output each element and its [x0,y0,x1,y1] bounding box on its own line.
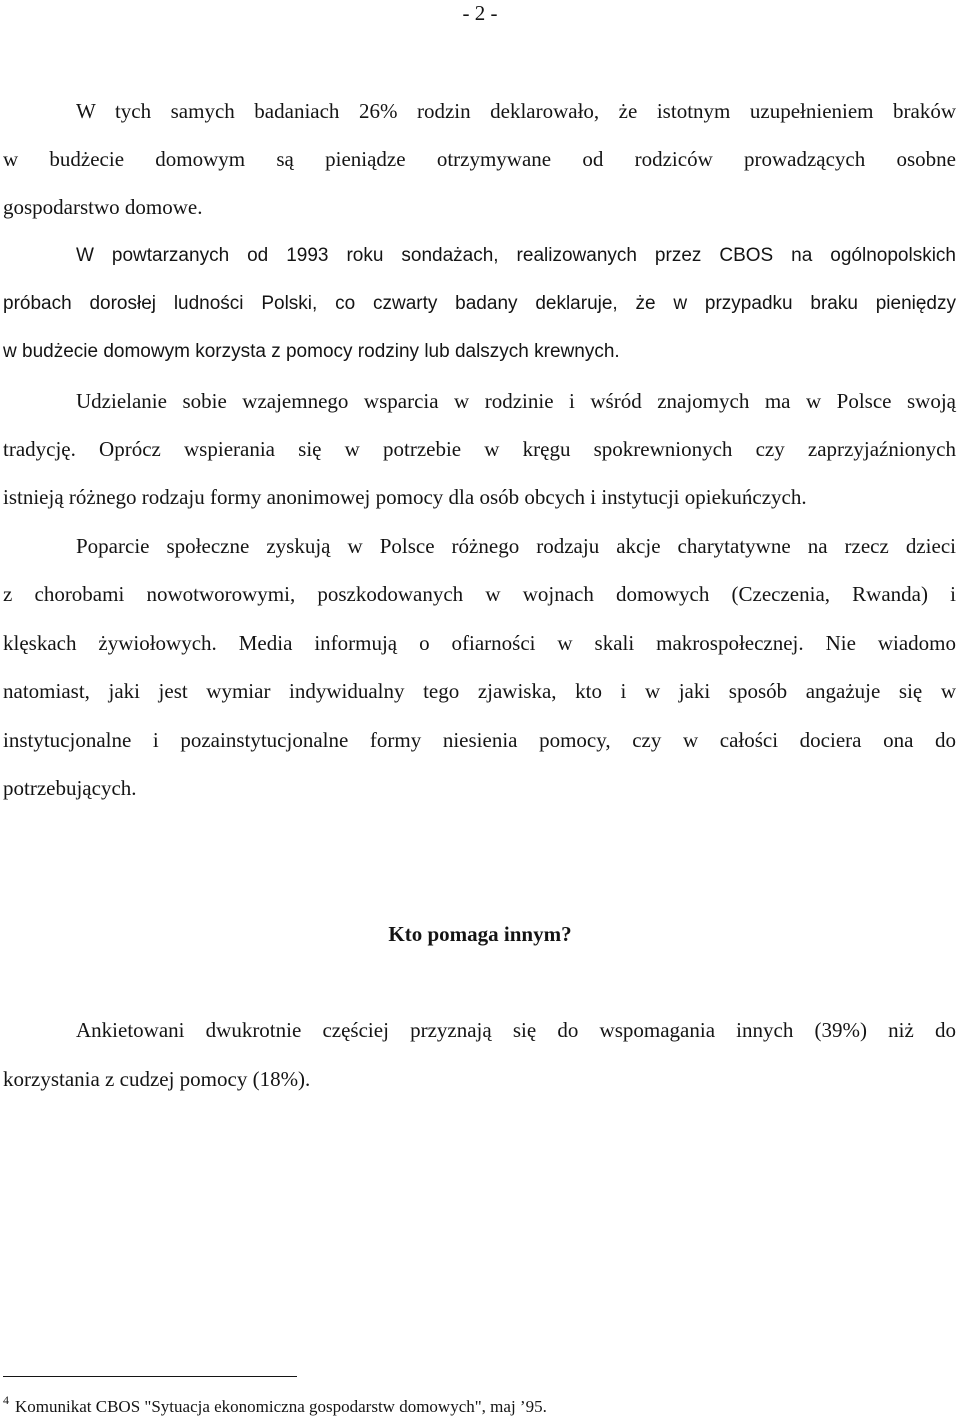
paragraph-1-line: gospodarstwo domowe. [3,195,203,219]
paragraph-5-line: Ankietowani dwukrotnie częściej przyznają się do wspomagania innych (39%) niż do [76,1018,956,1042]
paragraph-4-line: klęskach żywiołowych. Media informują o ofiarności w skali makrospołecznej. Nie wiadomo [3,631,956,655]
footnote-text: Komunikat CBOS "Sytuacja ekonomiczna gospodarstw domowych", maj ’95. [15,1397,547,1416]
paragraph-4-line: natomiast, jaki jest wymiar indywidualny tego zjawiska, kto i w jaki sposób angażuje się w [3,679,956,703]
paragraph-5-line: korzystania z cudzej pomocy (18%). [3,1067,311,1091]
paragraph-3-line: tradycję. Oprócz wspierania się w potrzebie w kręgu spokrewnionych czy zaprzyjaźnionych [3,437,956,461]
paragraph-2-line [3,339,956,365]
paragraph-2-period: . [614,341,620,362]
footnote [3,1393,547,1419]
section-heading: Kto pomaga innym? [388,922,572,946]
paragraph-4-line: Poparcie społeczne zyskują w Polsce różnego rodzaju akcje charytatywne na rzecz dzieci [76,534,956,558]
paragraph-2-line: próbach dorosłej ludności Polski, co czwarty badany deklaruje, że w przypadku braku pieniędzy [3,293,956,314]
page-number: - 2 - [462,1,498,25]
paragraph-3-line: Udzielanie sobie wzajemnego wsparcia w rodzinie i wśród znajomych ma w Polsce swoją [76,389,956,413]
paragraph-1-line: W tych samych badaniach 26% rodzin deklarowało, że istotnym uzupełnieniem braków [76,99,956,123]
paragraph-4-line: instytucjonalne i pozainstytucjonalne formy niesienia pomocy, czy w całości dociera ona do [3,728,956,752]
paragraph-3-line: istnieją różnego rodzaju formy anonimowej pomocy dla osób obcych i instytucji opiekuńczych. [3,485,807,509]
paragraph-2-text: w budżecie domowym korzysta z pomocy rodziny lub dalszych krewnych [3,341,615,362]
paragraph-4-line: potrzebujących. [3,776,137,800]
paragraph-2-line: W powtarzanych od 1993 roku sondażach, realizowanych przez CBOS na ogólnopolskich [76,245,956,266]
footnote-divider [3,1376,297,1377]
paragraph-4-line: z chorobami nowotworowymi, poszkodowanych w wojnach domowych (Czeczenia, Rwanda) i [3,582,956,606]
paragraph-1-line: w budżecie domowym są pieniądze otrzymywane od rodziców prowadzących osobne [3,147,956,171]
footnote-marker: 4 [3,1393,9,1407]
